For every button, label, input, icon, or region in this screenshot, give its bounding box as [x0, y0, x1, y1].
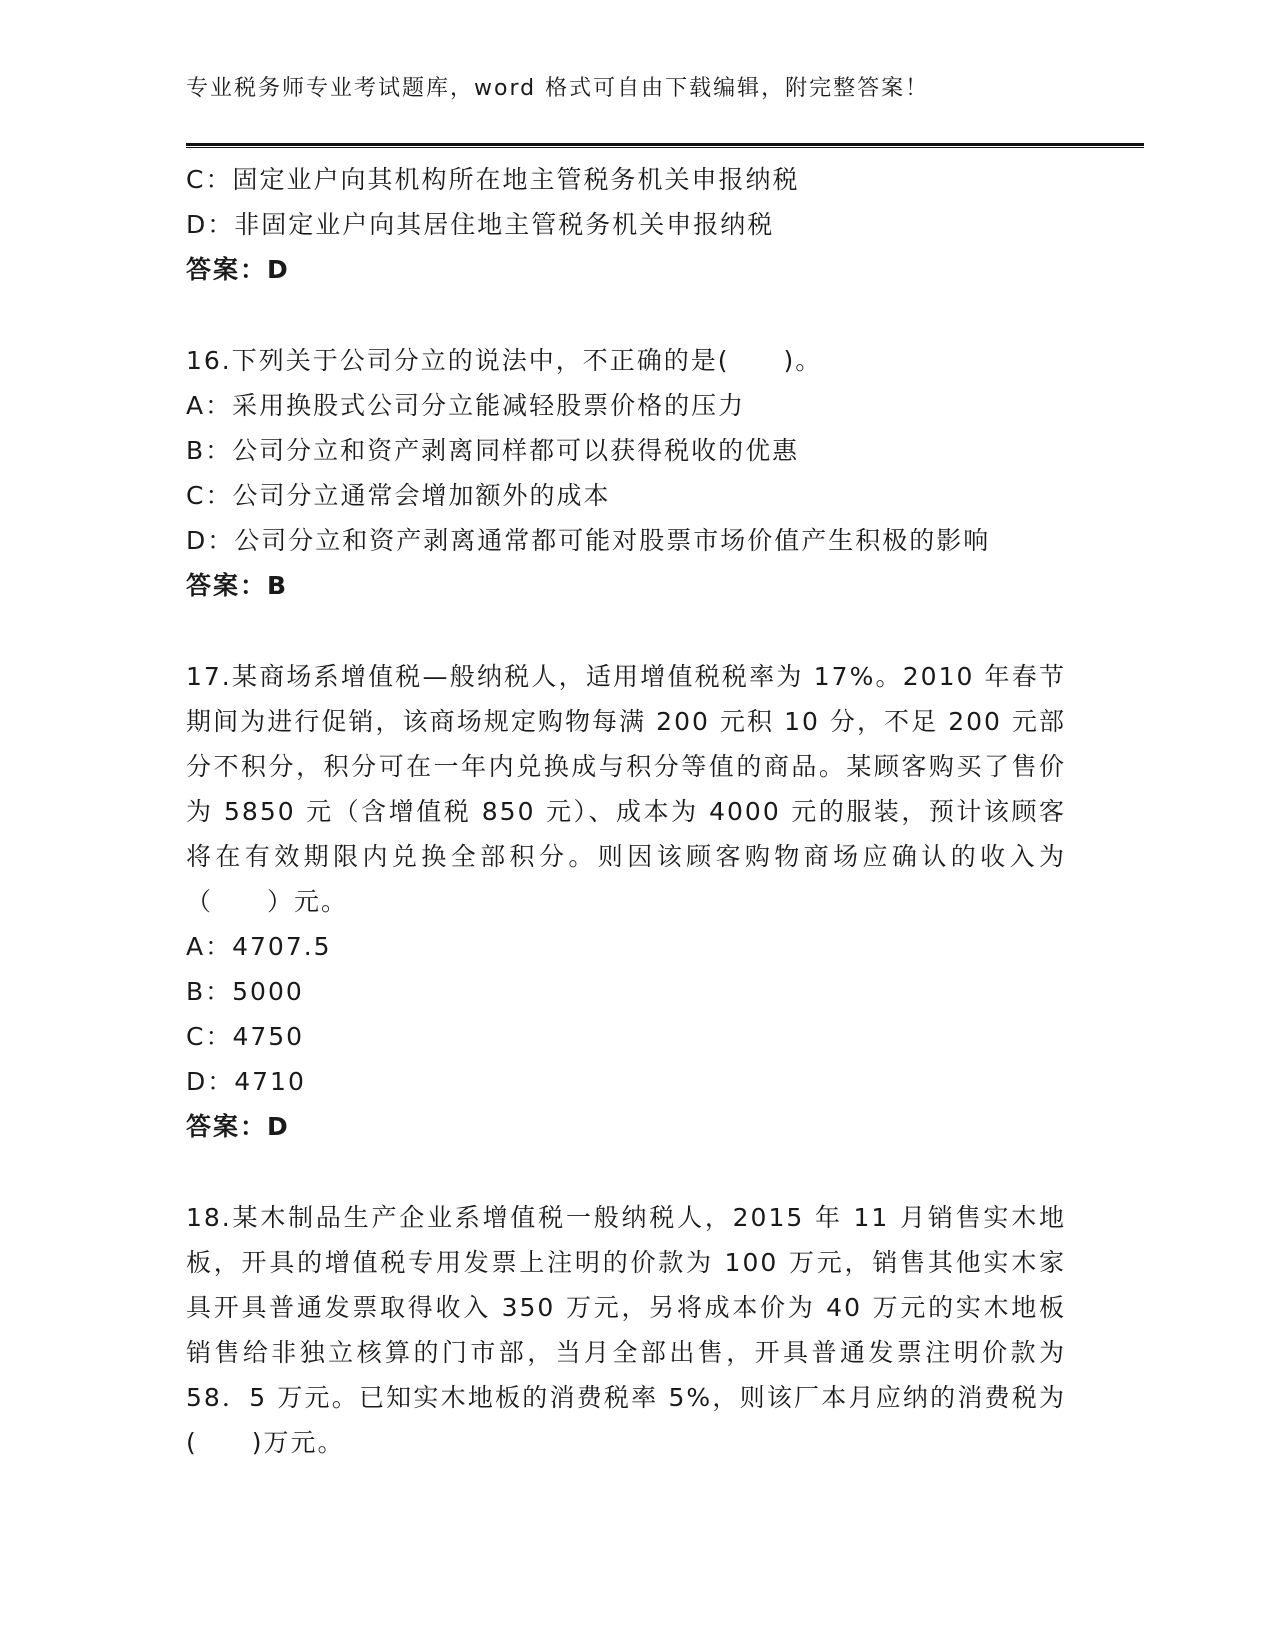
option-c: C：4750: [186, 1022, 305, 1051]
page-header: 专业税务师专业考试题库，word 格式可自由下载编辑，附完整答案！: [186, 76, 930, 101]
question-18: [186, 1195, 1066, 1465]
question-15: [186, 157, 1066, 292]
question-list: [186, 157, 1066, 1465]
option-b: B：公司分立和资产剥离同样都可以获得税收的优惠: [186, 436, 800, 465]
question-stem: 17.某商场系增值税—般纳税人，适用增值税税率为 17%。2010 年春节期间为进行促销，该商场规定购物每满 200 元积 10 分，不足 200 元部分不积分，积分可在一年内兑换成与积分等值的商品。某顾客购买了售价为 5850 元（含增值税 850 元）、成本为 4000 元的服装，预计该顾客将在有效期限内兑换全部积分。则因该顾客购物商场应确认的收入为（ ）元。: [186, 662, 1066, 916]
option-d: D：公司分立和资产剥离通常都可能对股票市场价值产生积极的影响: [186, 526, 991, 555]
question-17: [186, 654, 1066, 1149]
option-d: D：4710: [186, 1067, 306, 1096]
option-c: C：固定业户向其机构所在地主管税务机关申报纳税: [186, 165, 800, 194]
answer: 答案：B: [186, 571, 289, 600]
option-c: C：公司分立通常会增加额外的成本: [186, 481, 611, 510]
spacer: [186, 1149, 1066, 1195]
answer: 答案：D: [186, 1112, 290, 1141]
spacer: [186, 608, 1066, 654]
option-b: B：5000: [186, 977, 304, 1006]
question-stem: 16.下列关于公司分立的说法中，不正确的是( )。: [186, 346, 823, 375]
question-stem: 18.某木制品生产企业系增值税一般纳税人，2015 年 11 月销售实木地板，开具的增值税专用发票上注明的价款为 100 万元，销售其他实木家具开具普通发票取得收入 350 万元，另将成本价为 40 万元的实木地板销售给非独立核算的门市部，当月全部出售，开具普通发票注明价款为 58．5 万元。已知实木地板的消费税率 5%，则该厂本月应纳的消费税为( )万元。: [186, 1203, 1066, 1457]
option-d: D：非固定业户向其居住地主管税务机关申报纳税: [186, 210, 775, 239]
option-a: A：4707.5: [186, 932, 332, 961]
option-a: A：采用换股式公司分立能减轻股票价格的压力: [186, 391, 746, 420]
spacer: [186, 292, 1066, 338]
header-divider: [186, 143, 1144, 148]
answer: 答案：D: [186, 255, 290, 284]
question-16: [186, 338, 1066, 608]
